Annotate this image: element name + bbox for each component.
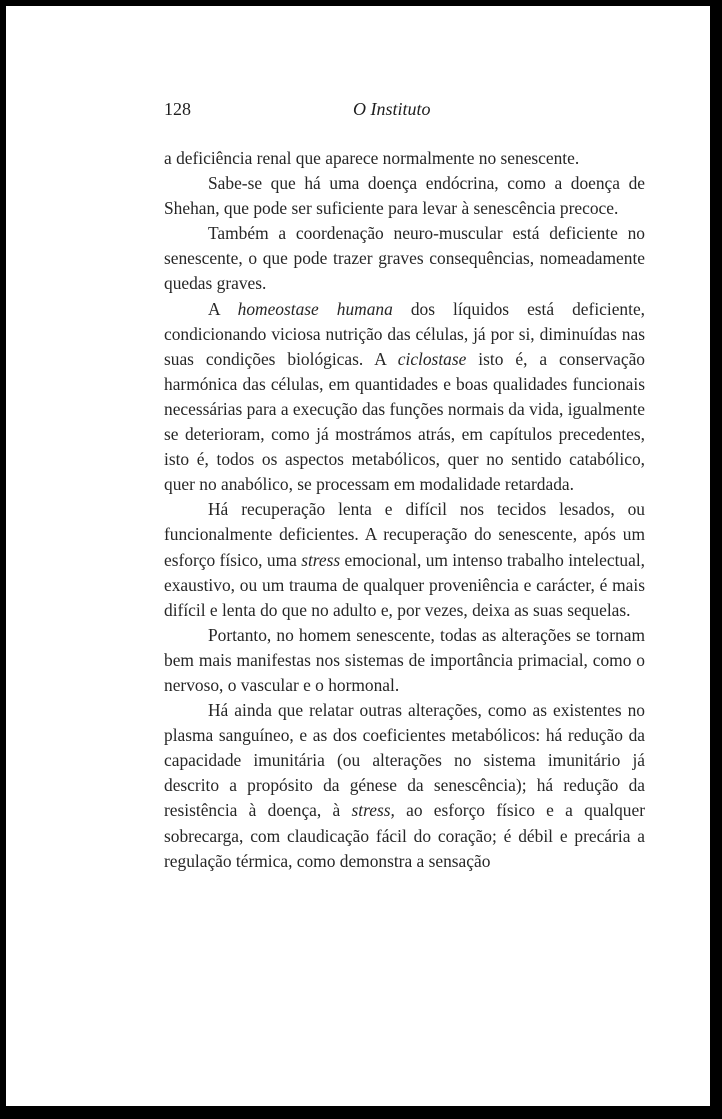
paragraph-1 bbox=[164, 146, 645, 171]
document-page bbox=[6, 6, 710, 1106]
running-title: O Instituto bbox=[353, 99, 431, 119]
paragraph-7 bbox=[164, 698, 645, 874]
italic-term-homeostase: homeostase humana bbox=[237, 298, 393, 319]
paragraph-text: a deficiência renal que aparece normalmente no senescente. bbox=[164, 148, 580, 168]
italic-term-stress: stress bbox=[301, 549, 341, 570]
page-header bbox=[6, 99, 710, 123]
body-text bbox=[164, 146, 645, 874]
italic-term-stress: stress, bbox=[351, 800, 395, 821]
paragraph-6 bbox=[164, 623, 645, 698]
page-number: 128 bbox=[164, 99, 191, 119]
paragraph-3 bbox=[164, 221, 645, 296]
paragraph-text: Também a coordenação neuro-muscular está deficiente no senescente, o que pode trazer graves consequências, nomeadamente quedas graves. bbox=[164, 223, 645, 294]
paragraph-text: Há recuperação lenta e difícil nos tecidos lesados, ou funcionalmente deficientes. A recuperação do senescente, após um esforço físico, uma bbox=[164, 499, 645, 570]
paragraph-text: A bbox=[208, 298, 238, 319]
paragraph-text: dos líquidos está deficiente, condicionando viciosa nutrição das células, já por si, diminuídas nas suas condições biológicas. A bbox=[164, 298, 646, 369]
paragraph-text: Há ainda que relatar outras alterações, como as existentes no plasma sanguíneo, e as dos coeficientes metabólicos: há redução da capacidade imunitária (ou alterações no sistema imunitário já descrito a propósito da génese da senescência); há redução da resistência à doença, à bbox=[164, 700, 645, 821]
paragraph-text: emocional, um intenso trabalho intelectual, exaustivo, ou um trauma de qualquer proveniência e carácter, é mais difícil e lenta do que no adulto e, por vezes, deixa as suas sequelas. bbox=[164, 549, 645, 620]
paragraph-4 bbox=[164, 297, 645, 498]
paragraph-text: ao esforço físico e a qualquer sobrecarga, com claudicação fácil do coração; é débil e precária a regulação térmica, como demonstra a sensação bbox=[164, 800, 645, 871]
paragraph-text: Portanto, no homem senescente, todas as alterações se tornam bem mais manifestas nos sistemas de importância primacial, como o nervoso, o vascular e o hormonal. bbox=[164, 624, 645, 695]
paragraph-2 bbox=[164, 171, 645, 221]
paragraph-5 bbox=[164, 497, 645, 622]
paragraph-text: isto é, a conservação harmónica das células, em quantidades e boas qualidades funcionais necessárias para a execução das funções normais da vida, igualmente se deterioram, como já mostrámos atrás, em capítulos precedentes, isto é, todos os aspectos metabólicos, quer no sentido catabólico, quer no anabólico, se processam em modalidade retardada. bbox=[164, 348, 645, 495]
italic-term-ciclostase: ciclostase bbox=[397, 348, 467, 369]
paragraph-text: Sabe-se que há uma doença endócrina, como a doença de Shehan, que pode ser suficiente para levar à senescência precoce. bbox=[164, 173, 645, 219]
